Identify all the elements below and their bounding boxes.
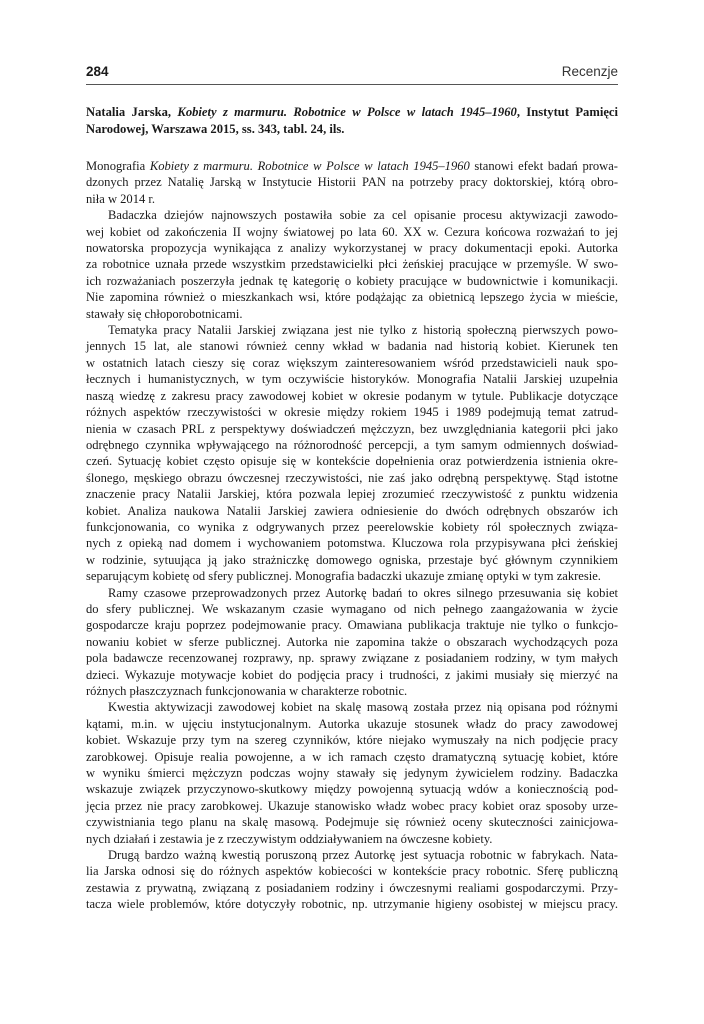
section-name: Recenzje: [561, 64, 618, 79]
paragraph-line: jennych 15 lat, ale stanowi również cenny wkład w badania nad historią kobiet. Kierunek ten: [86, 339, 618, 354]
page-number: 284: [86, 64, 109, 79]
biblio-line-2: Narodowej, Warszawa 2015, ss. 343, tabl. 24, ils.: [86, 122, 345, 136]
paragraph-line: nych z opieką nad domem i wychowaniem potomstwa. Kluczowa rola przypisywana płci żeńskiej: [86, 536, 618, 551]
book-title-mention: Kobiety z marmuru. Robotnice w Polsce w latach 1945–1960: [149, 159, 470, 173]
paragraph-line: zestawia z prywatną, związaną z posiadaniem rodziny i ówczesnymi realiami gospodarczymi. Przy-: [86, 880, 618, 895]
paragraph-line: w rodzinie, sytuująca ją jako strażniczkę domowego ogniska, przestaje być głównym czynnikiem: [86, 552, 618, 567]
paragraph-line: naszą wiedzę z zakresu pracy zawodowej kobiet w okresie podanym w tytule. Publikacje dotyczące: [86, 388, 618, 403]
paragraph-line: czeń. Sytuację kobiet często opisuje się w kontekście dopełnienia oraz potwierdzenia istnienia okre-: [86, 454, 618, 469]
book-publisher-part1: , Instytut Pamięci: [516, 105, 618, 119]
paragraph-line: wskazuje związek przyczynowo-skutkowy między powojenną sytuacją wdów a koniecznością pod-: [86, 782, 618, 797]
paragraph: [86, 699, 618, 847]
paragraph-line: dzonych przez Natalię Jarską w Instytucie Historii PAN na potrzeby pracy doktorskiej, którą obro-: [86, 175, 618, 190]
text-run: stanowi efekt badań prowa-: [469, 159, 618, 173]
paragraph-line: lia Jarska odnosi się do różnych aspektów kobiecości w kontekście pracy robotnic. Sferę publiczną: [86, 864, 618, 879]
paragraph-line: zarobkowej. Opisuje realia powojenne, a w ich ramach często dramatyczną sytuację kobiet, które: [86, 749, 618, 764]
paragraph-line: Kwestia aktywizacji zawodowej kobiet na skalę masową została przez nią opisana pod różnymi: [108, 700, 618, 715]
paragraph-line: kątami, m.in. w ujęciu instytucjonalnym. Autorka ukazuje stosunek władz do pracy zawodowej: [86, 716, 618, 731]
paragraph-line: za robotnice uznała przede wszystkim przedstawicielki płci żeńskiej pracujące w przemyśle. W swo-: [86, 257, 618, 272]
paragraph-line: odrębnego czynnika wpływającego na różnorodność percepcji, a tym samym odmiennych doświad-: [86, 437, 618, 452]
paragraph-line: łecznych i humanistycznych, w tym oczywiście historyków. Monografia Natalii Jarskiej uzupełnia: [86, 372, 618, 387]
paragraph-line: czywistniania tego planu na skalę masową. Podejmuje się również oceny skuteczności zainicjowa-: [86, 815, 618, 830]
paragraph-line: znaczenie pracy Natalii Jarskiej, która pozwala lepiej zrozumieć rzeczywistość z punktu widzenia: [86, 487, 618, 502]
paragraph-line: różnych płaszczyznach funkcjonowania w charakterze robotnic.: [86, 684, 408, 698]
paragraph: [86, 585, 618, 700]
book-author: Natalia Jarska,: [86, 105, 172, 119]
paragraph-line: niła w 2014 r.: [86, 191, 156, 206]
paragraph-line: nowatorska propozycja wynikająca z analizy wykorzystanej w pracy dokumentacji epoki. Autorka: [86, 241, 618, 256]
paragraph-line: gospodarcze kraju poprzez podejmowanie pracy. Omawiana publikacja traktuje nie tylko o funkcjo-: [86, 618, 618, 633]
paragraph-line: Ramy czasowe przeprowadzonych przez Autorkę badań to okres silnego przesuwania się kobiet: [108, 585, 618, 600]
review-body: [86, 158, 618, 913]
paragraph-line: [86, 158, 618, 174]
paragraph-line: jęcia przez nie pracy zarobkowej. Ukazuje stanowisko władz wobec pracy kobiet oraz sposoby urze-: [86, 798, 618, 813]
biblio-line-1: [86, 104, 618, 121]
paragraph-line: do sfery publicznej. We wskazanym czasie wymagano od nich pełnego zaangażowania w życie: [86, 601, 618, 616]
paragraph-line: ich rozważaniach poszerzyła jednak tę kategorię o kobiety pracujące w budownictwie i komunikacji.: [86, 273, 618, 288]
paragraph-line: ślonego, męskiego obrazu ówczesnej rzeczywistości, nie zaś jako odrębną perspektywę. Stąd istotne: [86, 470, 618, 485]
paragraph-line: kobiet. Analiza naukowa Natalii Jarskiej zawiera odniesienie do dwóch odrębnych obszarów ich: [86, 503, 618, 518]
paragraph-line: kobiet. Wskazuje przy tym na szereg czynników, które niejako wymuszały na nich podjęcie pracy: [86, 733, 618, 748]
page: [86, 62, 618, 913]
paragraph-line: nowaniu kobiet w sferze publicznej. Autorka nie zapomina także o obszarach wychodzących poza: [86, 634, 618, 649]
paragraph-line: wej kobiet od zakończenia II wojny światowej po lata 60. XX w. Cezura końcowa rozważań to jej: [86, 224, 618, 239]
paragraph-line: tacza wiele problemów, które dotyczyły robotnic, np. utrzymanie higieny osobistej w miejscu pracy.: [86, 897, 618, 912]
paragraph-line: dzieci. Wykazuje motywacje kobiet do podjęcia pracy i trudności, z jakimi musiały się mierzyć na: [86, 667, 618, 682]
paragraph-line: separującym kobietę od sfery publicznej. Monografia badaczki ukazuje zmianę optyki w tym zakresie.: [86, 569, 601, 584]
paragraph: [86, 158, 618, 207]
paragraph: [86, 322, 618, 585]
paragraph-line: nych działań i zestawia je z rzeczywistym oddziaływaniem na ówczesne kobiety.: [86, 831, 493, 846]
paragraph-line: pola badawcze recenzowanej rozprawy, np. sprawy związane z posiadaniem rodziny, w tym małych: [86, 651, 618, 666]
paragraph-line: w wyniku śmierci mężczyzn podczas wojny stawały się jedynym żywicielem rodziny. Badaczka: [86, 766, 618, 781]
paragraph-line: różnych aspektów rzeczywistości w okresie między rokiem 1945 i 1989 podejmują temat zatrud-: [86, 405, 618, 420]
paragraph-line: Nie zapomina również o mieszkankach wsi, które podążając za obietnicą lepszego życia w mieście,: [86, 290, 618, 305]
paragraph: [86, 207, 618, 322]
paragraph-line: Tematyka pracy Natalii Jarskiej związana jest nie tylko z historią społeczną pierwszych powo-: [108, 323, 618, 338]
paragraph-line: nienia w czasach PRL z perspektywy doświadczeń mężczyzn, bez uwzględniania kategorii płci jako: [86, 421, 618, 436]
text-run: Monografia: [86, 159, 150, 173]
bibliographic-header: [86, 104, 618, 138]
paragraph-line: funkcjonowania, co wynika z odgrywanych przez peerelowskie kobiety ról społecznych związa-: [86, 519, 618, 534]
paragraph: [86, 847, 618, 913]
paragraph-line: Badaczka dziejów najnowszych postawiła sobie za cel opisanie procesu aktywizacji zawodo-: [108, 208, 618, 223]
paragraph-line: stawały się chłoporobotnicami.: [86, 306, 243, 321]
book-title: Kobiety z marmuru. Robotnice w Polsce w latach 1945–1960: [177, 105, 517, 119]
running-head: [86, 62, 618, 85]
paragraph-line: w ostatnich latach cieszy się coraz większym zainteresowaniem wśród przedstawicieli nauk spo-: [86, 355, 618, 370]
paragraph-line: Drugą bardzo ważną kwestią poruszoną przez Autorkę jest sytuacja robotnic w fabrykach. Nata-: [108, 848, 618, 863]
